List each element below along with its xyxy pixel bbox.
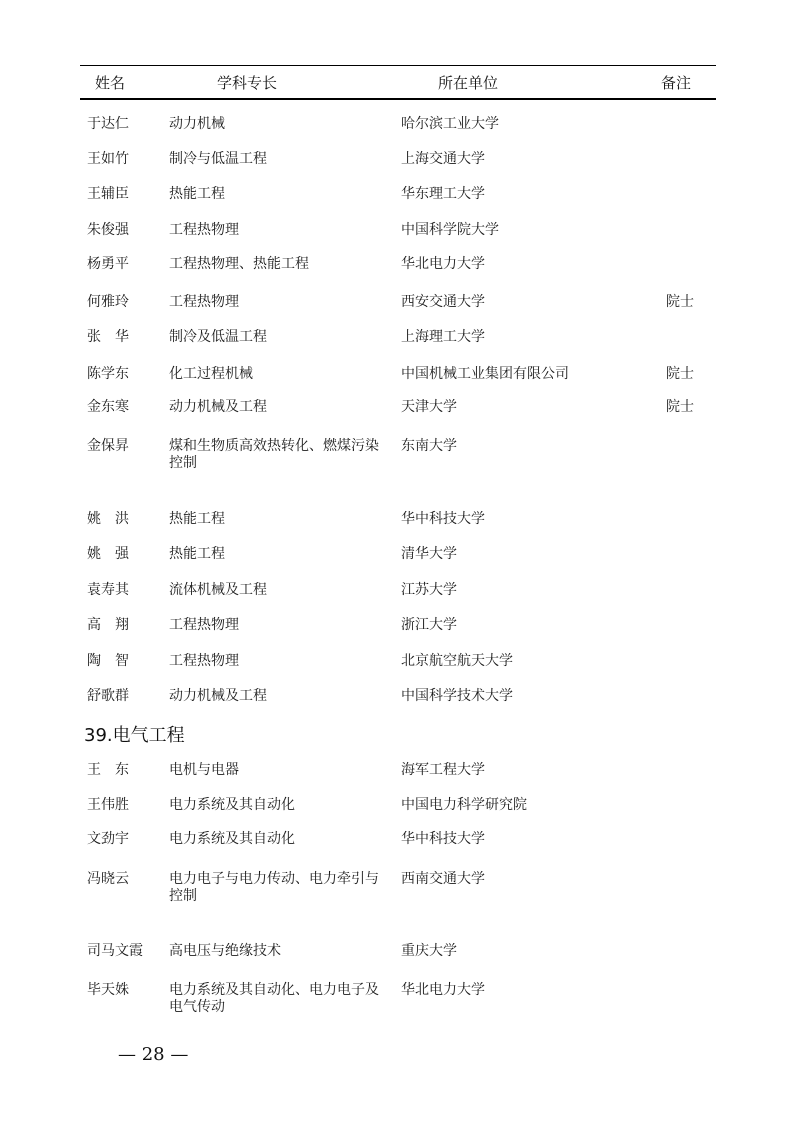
specialty-cell: 煤和生物质高效热转化、燃煤污染控制: [169, 438, 379, 471]
specialty-cell: 电力系统及其自动化: [169, 831, 295, 847]
specialty-cell: 动力机械: [169, 116, 225, 132]
specialty-cell: 工程热物理: [169, 617, 239, 633]
name-cell: 司马文霞: [87, 943, 143, 959]
page-number: — 28 —: [118, 1044, 189, 1065]
name-cell: 姚 强: [87, 546, 129, 562]
unit-cell: 海军工程大学: [401, 762, 485, 778]
unit-cell: 中国科学院大学: [401, 222, 499, 238]
specialty-cell: 热能工程: [169, 186, 225, 202]
unit-cell: 清华大学: [401, 546, 457, 562]
name-cell: 文劲宇: [87, 831, 129, 847]
unit-cell: 西安交通大学: [401, 294, 485, 310]
unit-cell: 哈尔滨工业大学: [401, 116, 499, 132]
name-cell: 高 翔: [87, 617, 129, 633]
unit-cell: 华中科技大学: [401, 831, 485, 847]
name-cell: 何雅玲: [87, 294, 129, 310]
specialty-cell: 电力系统及其自动化: [169, 797, 295, 813]
unit-cell: 中国电力科学研究院: [401, 797, 527, 813]
specialty-cell: 工程热物理: [169, 653, 239, 669]
unit-cell: 浙江大学: [401, 617, 457, 633]
unit-cell: 重庆大学: [401, 943, 457, 959]
name-cell: 王辅臣: [87, 186, 129, 202]
name-cell: 王如竹: [87, 151, 129, 167]
specialty-cell: 热能工程: [169, 546, 225, 562]
table-top-rule: [80, 65, 716, 66]
specialty-cell: 流体机械及工程: [169, 582, 267, 598]
name-cell: 舒歌群: [87, 688, 129, 704]
unit-cell: 天津大学: [401, 399, 457, 415]
unit-cell: 江苏大学: [401, 582, 457, 598]
name-cell: 朱俊强: [87, 222, 129, 238]
name-cell: 杨勇平: [87, 256, 129, 272]
specialty-cell: 工程热物理、热能工程: [169, 256, 309, 272]
specialty-cell: 制冷与低温工程: [169, 151, 267, 167]
unit-cell: 中国科学技术大学: [401, 688, 513, 704]
unit-cell: 华东理工大学: [401, 186, 485, 202]
name-cell: 冯晓云: [87, 871, 129, 887]
header-note: 备注: [661, 74, 692, 92]
name-cell: 陶 智: [87, 653, 129, 669]
specialty-cell: 工程热物理: [169, 294, 239, 310]
specialty-cell: 热能工程: [169, 511, 225, 527]
unit-cell: 西南交通大学: [401, 871, 485, 887]
specialty-cell: 电机与电器: [169, 762, 239, 778]
unit-cell: 上海交通大学: [401, 151, 485, 167]
table-header-rule: [80, 98, 716, 100]
header-specialty: 学科专长: [217, 74, 278, 92]
specialty-cell: 高电压与绝缘技术: [169, 943, 281, 959]
name-cell: 姚 洪: [87, 511, 129, 527]
specialty-cell: 制冷及低温工程: [169, 329, 267, 345]
unit-cell: 东南大学: [401, 438, 457, 454]
name-cell: 金东寒: [87, 399, 129, 415]
unit-cell: 华北电力大学: [401, 256, 485, 272]
unit-cell: 中国机械工业集团有限公司: [401, 366, 569, 382]
specialty-cell: 化工过程机械: [169, 366, 253, 382]
note-cell: 院士: [666, 399, 694, 415]
name-cell: 袁寿其: [87, 582, 129, 598]
note-cell: 院士: [666, 294, 694, 310]
specialty-cell: 动力机械及工程: [169, 688, 267, 704]
name-cell: 于达仁: [87, 116, 129, 132]
name-cell: 金保昇: [87, 438, 129, 454]
note-cell: 院士: [666, 366, 694, 382]
name-cell: 王伟胜: [87, 797, 129, 813]
unit-cell: 北京航空航天大学: [401, 653, 513, 669]
unit-cell: 华北电力大学: [401, 982, 485, 998]
header-name: 姓名: [95, 74, 126, 92]
name-cell: 毕天姝: [87, 982, 129, 998]
specialty-cell: 电力系统及其自动化、电力电子及电气传动: [169, 982, 379, 1015]
unit-cell: 上海理工大学: [401, 329, 485, 345]
name-cell: 王 东: [87, 762, 129, 778]
name-cell: 陈学东: [87, 366, 129, 382]
section-title: 39.电气工程: [84, 725, 185, 746]
specialty-cell: 动力机械及工程: [169, 399, 267, 415]
unit-cell: 华中科技大学: [401, 511, 485, 527]
name-cell: 张 华: [87, 329, 129, 345]
specialty-cell: 工程热物理: [169, 222, 239, 238]
specialty-cell: 电力电子与电力传动、电力牵引与控制: [169, 871, 379, 904]
header-unit: 所在单位: [438, 74, 499, 92]
